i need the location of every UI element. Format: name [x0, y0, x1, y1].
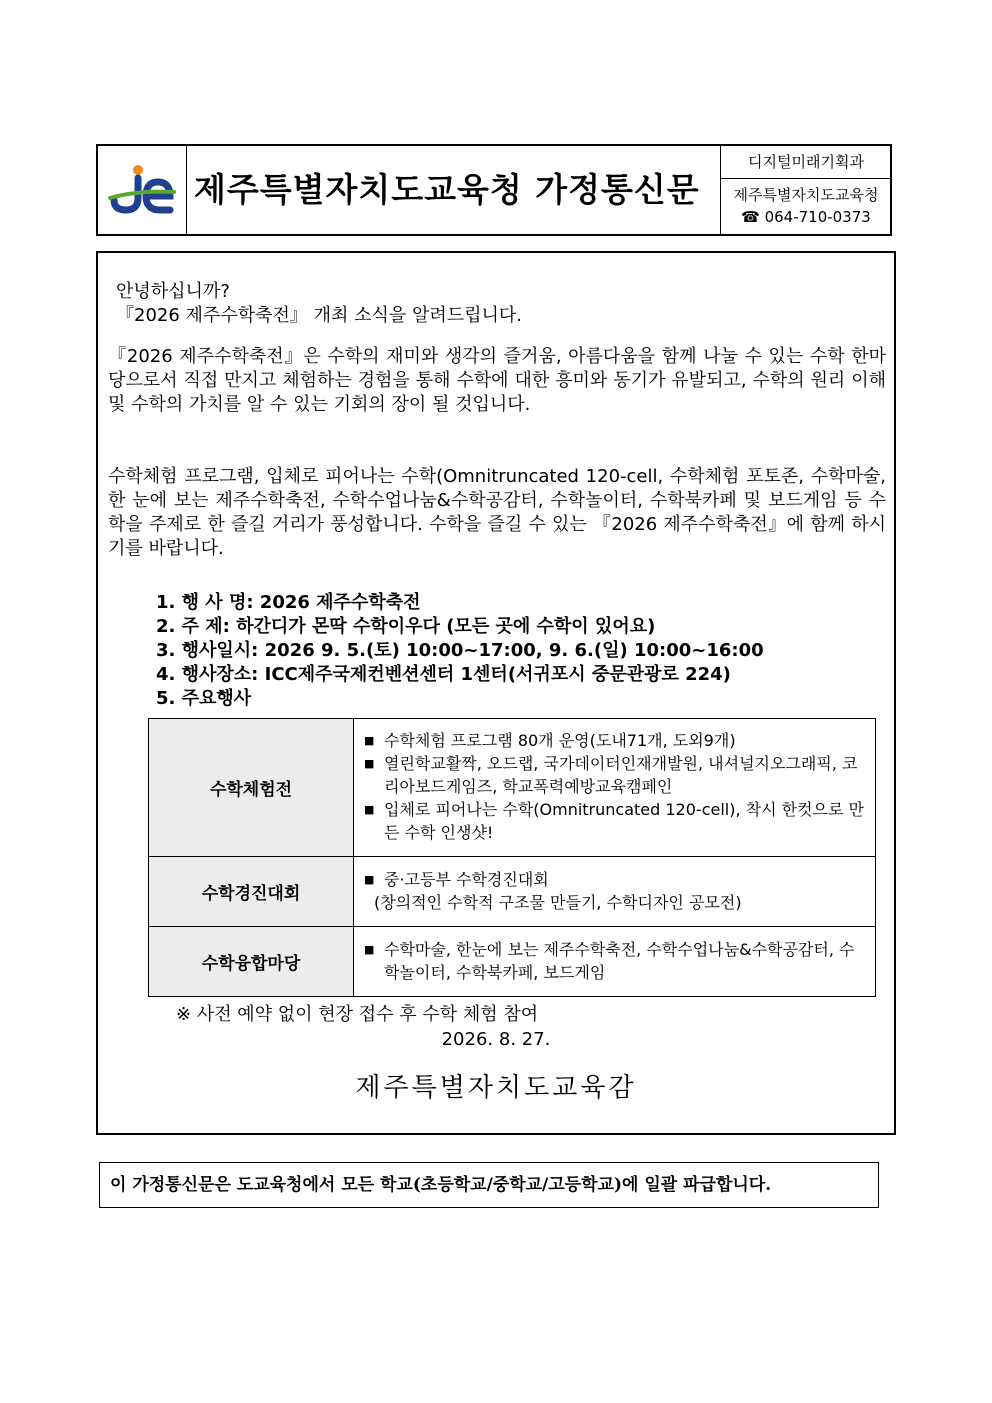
greeting-line: 『2026 제주수학축전』 개최 소식을 알려드립니다. — [116, 305, 523, 326]
square-bullet-icon: ■ — [364, 803, 375, 816]
event-name-item: 1. 행 사 명: 2026 제주수학축전 — [156, 592, 421, 613]
list-item: ■ 열린학교활짝, 오드랩, 국가데이터인재개발원, 내셔널지오그래픽, 코리아보드게임즈, 학교폭력예방교육캠페인 — [364, 754, 858, 796]
distribution-notice: 이 가정통신문은 도교육청에서 모든 학교(초등학교/중학교/고등학교)에 일괄 파급합니다. — [99, 1162, 879, 1208]
list-item: ■ 수학마술, 한눈에 보는 제주수학축전, 수학수업나눔&수학공감터, 수학놀이터, 수학북카페, 보드게임 — [364, 939, 855, 982]
square-bullet-icon: ■ — [364, 872, 375, 886]
event-theme-item: 2. 주 제: 하간디가 몬딱 수학이우다 (모든 곳에 수학이 있어요) — [156, 616, 656, 637]
square-bullet-icon: ■ — [364, 942, 375, 956]
event-content — [354, 857, 876, 927]
event-content — [354, 719, 876, 857]
event-venue-item: 4. 행사장소: ICC제주국제컨벤션센터 1센터(서귀포시 중문관광로 224) — [156, 664, 731, 685]
greeting-line: 안녕하십니까? — [116, 281, 230, 302]
main-events-table — [148, 718, 876, 997]
phone-number: ☎ 064-710-0373 — [741, 208, 871, 226]
event-label: 수학체험전 — [149, 719, 354, 857]
list-item: ■ 입체로 피어나는 수학(Omnitruncated 120-cell), 착시 한컷으로 만든 수학 인생샷! — [364, 800, 864, 842]
signer: 제주특별자치도교육감 — [355, 1073, 637, 1103]
square-bullet-icon: ■ — [364, 757, 375, 770]
main-events-item: 5. 주요행사 — [156, 688, 252, 709]
table-row — [149, 927, 876, 997]
main-content-box — [96, 251, 896, 1135]
registration-note: ※ 사전 예약 없이 현장 접수 후 수학 체험 참여 — [176, 1004, 539, 1025]
list-item: ■ 수학체험 프로그램 80개 운영(도내71개, 도외9개) — [364, 731, 736, 750]
je-logo-icon — [108, 164, 176, 216]
organization-name: 제주특별자치도교육청 — [733, 186, 879, 204]
department-info — [720, 146, 891, 234]
intro-paragraph: 『2026 제주수학축전』은 수학의 재미와 생각의 즐거움, 아름다움을 함께 나눌 수 있는 수학 한마당으로서 직접 만지고 체험하는 경험을 통해 수학에 대한 흥미와 동기가 유발되고, 수학의 원리 이해 및 수학의 가치를 알 수 있는 기회의 장이 될 것입니다. — [108, 346, 886, 415]
list-item: ■ 중·고등부 수학경진대회 — [364, 869, 549, 889]
event-details-list — [156, 591, 764, 711]
logo-cell — [98, 146, 187, 234]
table-row — [149, 857, 876, 927]
header-box — [96, 144, 892, 236]
page-title: 제주특별자치도교육청 가정통신문 — [194, 170, 700, 209]
event-label: 수학경진대회 — [149, 857, 354, 927]
event-date-item: 3. 행사일시: 2026 9. 5.(토) 10:00~17:00, 9. 6.(일) 10:00~16:00 — [156, 640, 764, 661]
event-label: 수학융합마당 — [149, 927, 354, 997]
issue-date: 2026. 8. 27. — [441, 1029, 551, 1050]
square-bullet-icon: ■ — [364, 734, 375, 747]
department-name: 디지털미래기획과 — [721, 146, 891, 179]
program-paragraph: 수학체험 프로그램, 입체로 피어나는 수학(Omnitruncated 120-cell, 수학체험 포토존, 수학마술, 한 눈에 보는 제주수학축전, 수학수업나눔&수학공감터, 수학놀이터, 수학북카페 및 보드게임 등 수학을 주제로 한 즐길 거리가 풍성합니다. 수학을 즐길 수 있는 『2026 제주수학축전』에 함께 하시기를 바랍니다. — [108, 466, 886, 559]
event-content — [354, 927, 876, 997]
table-row — [149, 719, 876, 857]
greeting — [116, 280, 894, 328]
list-item-detail: (창의적인 수학적 구조물 만들기, 수학디자인 공모전) — [374, 892, 742, 912]
